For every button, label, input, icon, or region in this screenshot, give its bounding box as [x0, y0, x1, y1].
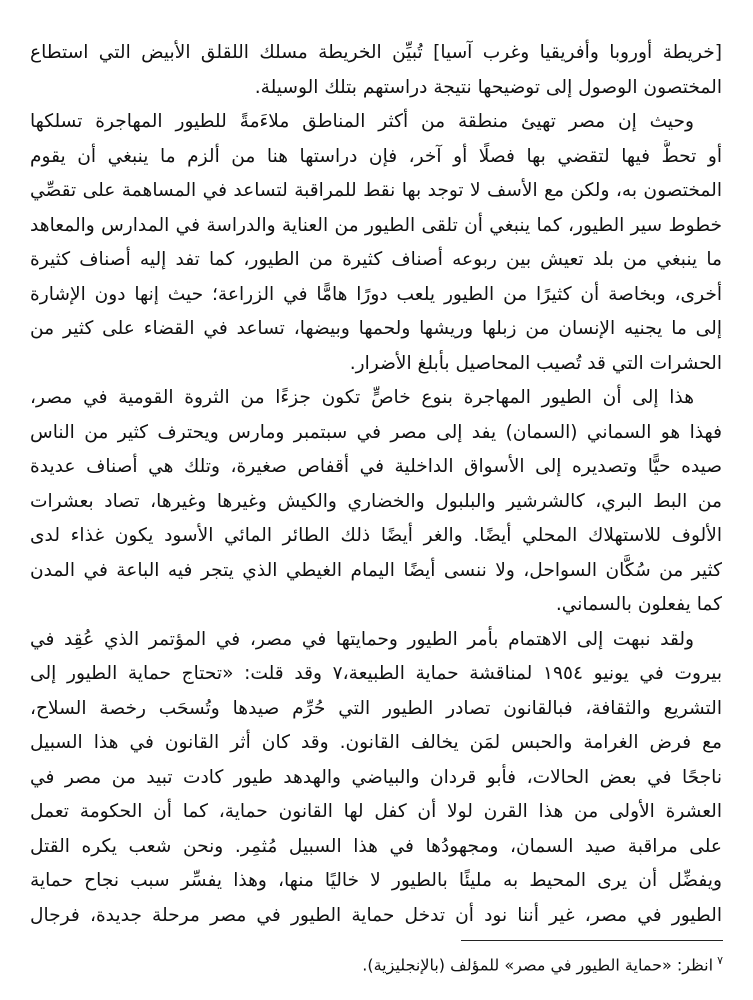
text-line: بيروت في يونيو ١٩٥٤ لمناقشة حماية الطبيعة،٧ وقد قلت: «تحتاج حماية الطيور إلى — [30, 663, 722, 684]
text-line: الطيور في مصر، غير أننا نود أن تدخل حماية الطيور في مصر مرحلة جديدة، فرجال — [30, 904, 722, 926]
text-line: الحشرات التي قد تُصيب المحاصيل بأبلغ الأضرار. — [349, 352, 722, 374]
text-line: الألوف للاستهلاك المحلي أيضًا. والغر أيضًا ذلك الطائر المائي الأسود يكون غذاء لدى — [30, 525, 722, 546]
text-line: المختصون الوصول إلى توضيحها نتيجة دراستهم بتلك الوسيلة. — [254, 76, 722, 98]
text-line: إلى ما يجنيه الإنسان من زبلها وريشها ولحمها وبيضها، تساعد في القضاء على كثير من — [30, 318, 722, 339]
text-line: [خريطة أوروبا وأفريقيا وغرب آسيا] تُبيِّن الخريطة مسلك اللقلق الأبيض التي استطاع — [30, 42, 722, 63]
text-line: هذا إلى أن الطيور المهاجرة بنوع خاصٍّ تكون جزءًا من الثروة القومية في مصر، — [30, 387, 694, 408]
text-line: كثير من سُكَّان السواحل، ولا ننسى أيضًا اليمام الغيطي الذي يتجر فيه الباعة في المدن — [30, 559, 722, 581]
text-line: المختصون به، ولكن مع الأسف لا توجد بها نقط للمراقبة لتساعد في المساهمة على تقصِّي — [30, 180, 722, 201]
footnote-text: انظر: «حماية الطيور في مصر» للمؤلف (بالإنجليزية). — [362, 955, 714, 975]
text-line: فهذا هو السماني (السمان) يفد إلى مصر في سبتمبر ومارس ويحترف كثير من الناس — [30, 421, 722, 443]
text-line: التشريع والثقافة، فبالقانون تصادر الطيور التي حُرِّم صيدها وتُسحَب رخصة السلاح، — [30, 697, 722, 719]
text-line: أخرى، وبخاصة أن كثيرًا من الطيور يلعب دورًا هامًّا في الزراعة؛ حيث إنها دون الإشارة — [30, 283, 722, 305]
text-line: من البط البري، كالشرشير والبلبول والخضاري والكيش وغيرها وغيرها، تصاد بعشرات — [30, 490, 722, 512]
text-line: كما يفعلون بالسماني. — [555, 594, 722, 615]
text-line: خطوط سير الطيور، كما ينبغي أن تلقى الطيور من العناية والدراسة في المدارس والمعاهد — [30, 214, 722, 236]
text-line: ما ينبغي من بلد تعيش بين ربوعه أصناف كثيرة من الطيور، كما تفد إليه أصناف كثيرة — [30, 249, 722, 270]
footnote — [31, 948, 723, 978]
text-line: صيده حيًّا وتصديره إلى الأسواق الداخلية في أقفاص صغيرة، وتلك هي أصناف عديدة — [30, 456, 722, 477]
text-line: ويفضِّل أن يرى المحيط به مليئًا بالطيور لا خاليًا منها، وهذا يفسِّر سبب نجاح حماية — [30, 870, 722, 891]
text-line: ولقد نبهت إلى الاهتمام بأمر الطيور وحمايتها في مصر، في المؤتمر الذي عُقِد في — [30, 628, 694, 650]
text-line: العشرة الأولى من هذا القرن لولا أن كفل لها القانون حماية، كما أن الحكومة تعمل — [30, 801, 722, 822]
footnote-number: ٧ — [717, 954, 723, 967]
body-text — [30, 36, 722, 933]
text-line: وحيث إن مصر تهيئ منطقة من أكثر المناطق ملاءَمةً للطيور المهاجرة تسلكها — [30, 111, 694, 132]
text-line: مع فرض الغرامة والحبس لمَن يخالف القانون. وقد كان أثر القانون في هذا السبيل — [30, 732, 722, 753]
text-line: أو تحطُّ فيها لتقضي بها فصلًا أو آخر، فإن دراستها هنا من ألزم ما ينبغي أن يقوم — [30, 145, 722, 167]
text-line: على مراقبة صيد السمان، ومجهودُها في هذا السبيل مُثمِر. ونحن شعب يكره القتل — [30, 835, 722, 857]
text-line: ناجحًا في بعض الحالات، فأبو قردان والبياضي والهدهد طيور كادت تبيد من مصر في — [30, 766, 722, 788]
footnote-divider — [461, 940, 723, 941]
